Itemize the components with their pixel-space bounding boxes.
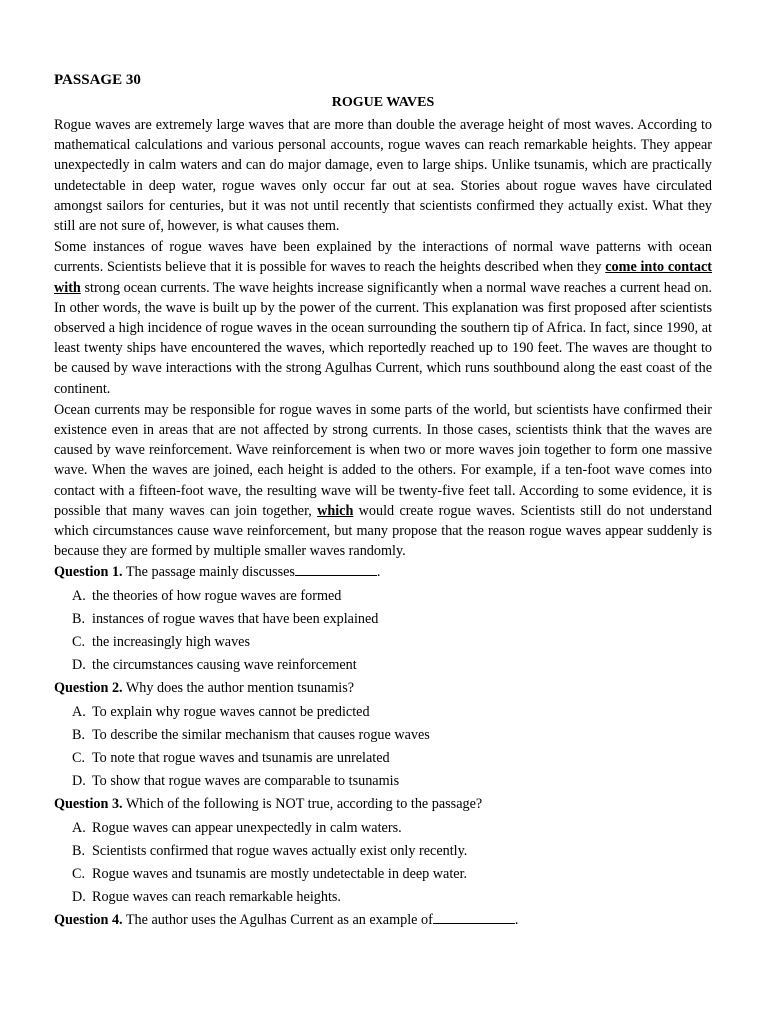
question-3 [54, 794, 712, 909]
highlighted-phrase: come into contact with [54, 259, 713, 296]
question-1-stem [54, 562, 712, 583]
option-d [72, 770, 712, 793]
option-d [72, 654, 712, 677]
question-1-label: Question 1. [54, 564, 123, 581]
paragraph-3-text-after: would create rogue waves. Scientists still do not understand which circumstances cause wave reinforcement, but many propose that the reason rogue waves appear suddenly is because they are formed by multiple smaller waves randomly. [54, 502, 712, 560]
option-letter: D. [72, 773, 86, 790]
highlighted-word: which [317, 502, 354, 519]
paragraph-2-text-after: strong ocean currents. The wave heights increase significantly when a normal wave reaches a current head on. In other words, the wave is built up by the power of the current. This explanation was first proposed after scientists observed a high incidence of rogue waves in the ocean surrounding the southern tip of Africa. In fact, since 1990, at least twenty ships have encountered the waves, which reportedly reached up to 190 feet. The waves are thought to be caused by wave interactions with the strong Agulhas Current, which runs southbound along the east coast of the continent. [54, 279, 712, 397]
option-text: Rogue waves can appear unexpectedly in calm waters. [92, 820, 402, 837]
option-letter: B. [72, 843, 86, 860]
option-letter: B. [72, 727, 86, 744]
passage-label: PASSAGE 30 [54, 72, 141, 88]
question-2-text: Why does the author mention tsunamis? [122, 680, 355, 697]
question-4-tail: . [514, 912, 519, 929]
passage-content [54, 71, 712, 933]
question-4-text: The author uses the Agulhas Current as an example of [122, 912, 433, 929]
question-1-text: The passage mainly discusses [122, 564, 295, 581]
option-letter: D. [72, 889, 86, 906]
option-letter: C. [72, 866, 86, 883]
option-text: To describe the similar mechanism that causes rogue waves [92, 727, 430, 744]
question-4-label: Question 4. [54, 912, 123, 929]
answer-blank [295, 563, 377, 576]
paragraph-2 [54, 237, 712, 399]
question-2 [54, 678, 712, 793]
paragraph-3 [54, 400, 712, 562]
option-letter: D. [72, 657, 86, 674]
option-d [72, 886, 712, 909]
question-1-tail: . [376, 564, 381, 581]
paragraph-1-text: Rogue waves are extremely large waves that are more than double the average height of most waves. According to mathematical calculations and various personal accounts, rogue waves can reach remarkable heights. They appear unexpectedly in calm waters and can do major damage, even to large ships. Unlike tsunamis, which are practically undetectable in deep water, rogue waves only occur far out at sea. Stories about rogue waves have circulated amongst sailors for centuries, but it was not until recently that scientists confirmed they actually exist. What they still are not sure of, however, is what causes them. [54, 117, 712, 235]
question-4 [54, 910, 712, 931]
option-text: To show that rogue waves are comparable to tsunamis [92, 773, 400, 790]
option-letter: A. [72, 820, 86, 837]
option-b [72, 840, 712, 863]
paragraph-1 [54, 115, 712, 236]
question-2-options [72, 701, 712, 793]
option-letter: A. [72, 704, 86, 721]
option-b [72, 608, 712, 631]
question-1 [54, 562, 712, 677]
option-b [72, 724, 712, 747]
option-text: the circumstances causing wave reinforcement [92, 657, 357, 674]
option-text: the increasingly high waves [92, 634, 250, 651]
option-text: Rogue waves and tsunamis are mostly undetectable in deep water. [92, 866, 468, 883]
option-c [72, 863, 712, 886]
option-letter: C. [72, 750, 86, 767]
question-3-text: Which of the following is NOT true, according to the passage? [122, 796, 483, 813]
paragraph-2-text-before: Some instances of rogue waves have been explained by the interactions of normal wave patterns with ocean currents. Scientists believe that it is possible for waves to reach the heights described when they [54, 239, 712, 276]
answer-blank [433, 911, 515, 924]
question-3-options [72, 817, 712, 909]
option-letter: B. [72, 611, 86, 628]
option-a [72, 585, 712, 608]
option-letter: C. [72, 634, 86, 651]
question-2-label: Question 2. [54, 680, 123, 697]
option-text: Rogue waves can reach remarkable heights. [92, 889, 341, 906]
question-2-stem [54, 678, 712, 699]
question-1-options [72, 585, 712, 677]
option-text: instances of rogue waves that have been explained [92, 611, 379, 628]
question-3-stem [54, 794, 712, 815]
option-text: To note that rogue waves and tsunamis are unrelated [92, 750, 390, 767]
question-4-stem [54, 910, 712, 931]
option-a [72, 701, 712, 724]
passage-title: ROGUE WAVES [331, 95, 435, 110]
option-text: the theories of how rogue waves are formed [92, 588, 342, 605]
option-letter: A. [72, 588, 86, 605]
paragraph-3-text-before: Ocean currents may be responsible for rogue waves in some parts of the world, but scientists have confirmed their existence even in areas that are not affected by strong currents. In those cases, scientists think that the waves are caused by wave reinforcement. Wave reinforcement is when two or more waves join together to form one massive wave. When the waves are joined, each height is added to the others. For example, if a ten-foot wave comes into contact with a fifteen-foot wave, the resulting wave will be twenty-five feet tall. According to some evidence, it is possible that many waves can join together, [54, 401, 712, 519]
option-a [72, 817, 712, 840]
option-text: Scientists confirmed that rogue waves actually exist only recently. [92, 843, 468, 860]
question-3-label: Question 3. [54, 796, 123, 813]
option-c [72, 747, 712, 770]
option-text: To explain why rogue waves cannot be predicted [92, 704, 370, 721]
option-c [72, 631, 712, 654]
